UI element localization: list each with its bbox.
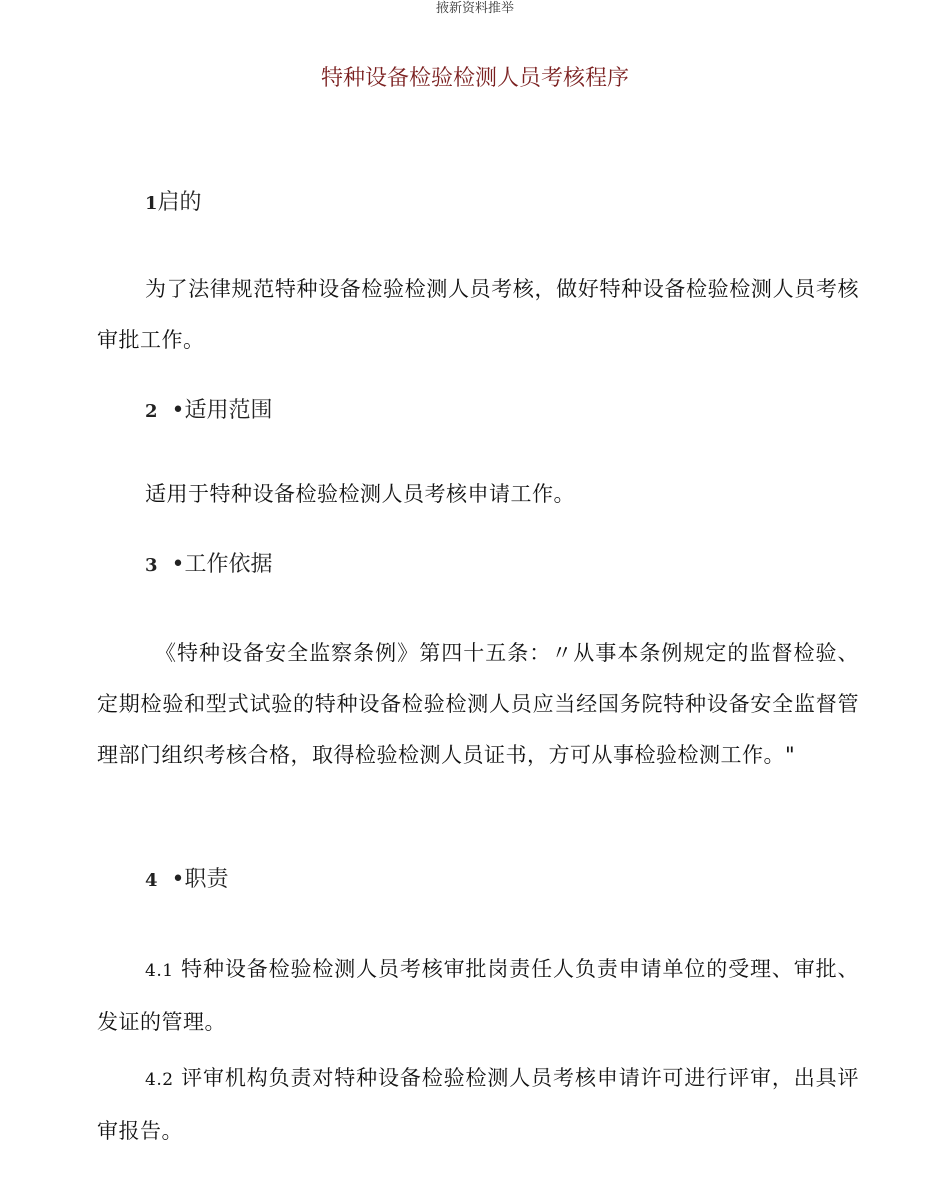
page-header: 掖新资料推举: [435, 1, 514, 16]
section-1-number: 1: [145, 193, 158, 214]
item-4-2-text: 评审机构负责对特种设备检验检测人员考核申请许可进行评审，出具评审报告。: [97, 1066, 859, 1143]
section-4-heading: [145, 865, 229, 896]
section-4-title: •职责: [171, 867, 229, 892]
item-4-2-number: 4.2: [145, 1070, 174, 1090]
section-4-number: 4: [145, 870, 158, 891]
section-2-paragraph: 适用于特种设备检验检测人员考核申请工作。: [145, 482, 575, 506]
item-4-1-text: 特种设备检验检测人员考核审批岗责任人负责申请单位的受理、审批、发证的管理。: [97, 957, 859, 1034]
section-3-number: 3: [145, 555, 158, 576]
item-4-1: [97, 944, 859, 1048]
section-3-title: •工作依据: [171, 552, 273, 577]
section-3-paragraph: 《特种设备安全监察条例》第四十五条：〃从事本条例规定的监督检验、定期检验和型式试验的特种设备检验检测人员应当经国务院特种设备安全监督管理部门组织考核合格，取得检验检测人员证书，方可从事检验检测工作。": [97, 641, 859, 767]
section-2-title: •适用范围: [171, 398, 273, 423]
section-3-heading: [145, 550, 273, 581]
section-1-title: 启的: [157, 190, 202, 215]
item-4-2: [97, 1053, 859, 1157]
item-4-1-number: 4.1: [145, 961, 174, 981]
document-title: 特种设备检验检测人员考核程序: [320, 66, 629, 91]
section-1-paragraph: 为了法律规范特种设备检验检测人员考核，做好特种设备检验检测人员考核审批工作。: [97, 277, 859, 352]
section-2-heading: [145, 396, 273, 427]
section-2-number: 2: [145, 401, 158, 422]
section-1-heading: [145, 188, 202, 219]
